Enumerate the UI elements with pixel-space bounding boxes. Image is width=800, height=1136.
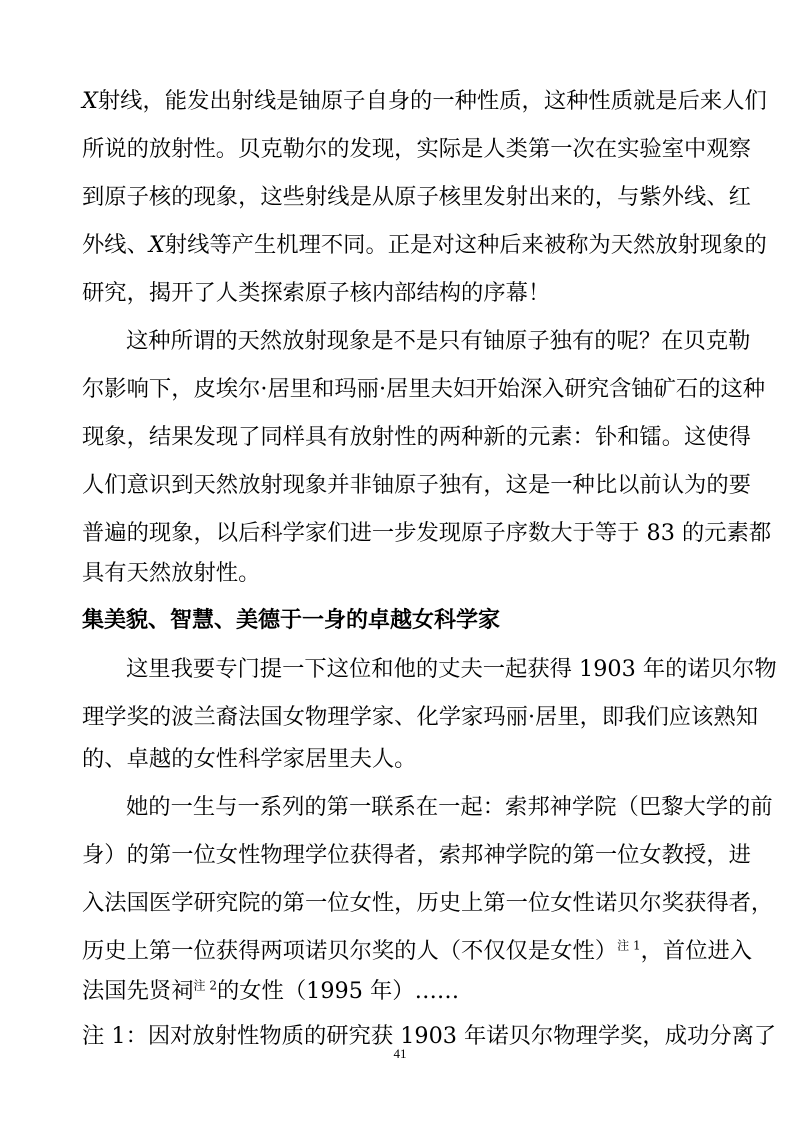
paragraph-4-line-2: 身）的第一位女性物理学位获得者，索邦神学院的第一位女教授，进 xyxy=(82,842,751,868)
paragraph-4-line-5-text-b: 的女性（1995 年）…… xyxy=(216,978,460,1004)
paragraph-4-line-3: 入法国医学研究院的第一位女性，历史上第一位女性诺贝尔奖获得者， xyxy=(82,890,774,916)
paragraph-2-line-1: 这种所谓的天然放射现象是不是只有铀原子独有的呢？在贝克勒 xyxy=(126,328,751,354)
paragraph-3-line-1: 这里我要专门提一下这位和他的丈夫一起获得 1903 年的诺贝尔物 xyxy=(126,656,777,682)
footnote-ref-1[interactable]: 注 1 xyxy=(617,938,641,953)
footnote-1: 注 1：因对放射性物质的研究获 1903 年诺贝尔物理学奖，成功分离了 xyxy=(82,1023,777,1049)
paragraph-1-line-4: 外线、X射线等产生机理不同。正是对这种后来被称为天然放射现象的 xyxy=(82,232,767,258)
paragraph-1-line-5: 研究，揭开了人类探索原子核内部结构的序幕！ xyxy=(82,280,551,306)
page-number: 41 xyxy=(393,1046,407,1061)
paragraph-4-line-5 xyxy=(82,971,459,1011)
paragraph-3-line-3: 的、卓越的女性科学家居里夫人。 xyxy=(82,746,417,772)
paragraph-2-line-2: 尔影响下，皮埃尔·居里和玛丽·居里夫妇开始深入研究含铀矿石的这种 xyxy=(82,376,766,402)
paragraph-1-line-1: X射线，能发出射线是铀原子自身的一种性质，这种性质就是后来人们 xyxy=(82,88,767,114)
paragraph-4-line-5-text-a: 法国先贤祠 xyxy=(82,978,194,1004)
paragraph-4-line-4-text-a: 历史上第一位获得两项诺贝尔奖的人（不仅仅是女性） xyxy=(82,938,618,964)
paragraph-1-line-2: 所说的放射性。贝克勒尔的发现，实际是人类第一次在实验室中观察 xyxy=(82,136,751,162)
paragraph-2-line-4: 人们意识到天然放射现象并非铀原子独有，这是一种比以前认为的要 xyxy=(82,472,751,498)
paragraph-3-line-2: 理学奖的波兰裔法国女物理学家、化学家玛丽·居里，即我们应该熟知 xyxy=(82,704,758,730)
paragraph-2-line-5: 普遍的现象，以后科学家们进一步发现原子序数大于等于 83 的元素都 xyxy=(82,520,772,546)
paragraph-2-line-6: 具有天然放射性。 xyxy=(82,560,261,586)
paragraph-1-line-3: 到原子核的现象，这些射线是从原子核里发射出来的，与紫外线、红 xyxy=(82,184,751,210)
paragraph-2-line-3: 现象，结果发现了同样具有放射性的两种新的元素：钋和镭。这使得 xyxy=(82,424,751,450)
paragraph-4-line-4-text-b: ，首位进入 xyxy=(640,938,753,964)
footnote-ref-2[interactable]: 注 2 xyxy=(193,978,217,993)
paragraph-4-line-4 xyxy=(82,931,752,971)
section-heading: 集美貌、智慧、美德于一身的卓越女科学家 xyxy=(82,608,501,633)
paragraph-4-line-1: 她的一生与一系列的第一联系在一起：索邦神学院（巴黎大学的前 xyxy=(126,794,773,820)
